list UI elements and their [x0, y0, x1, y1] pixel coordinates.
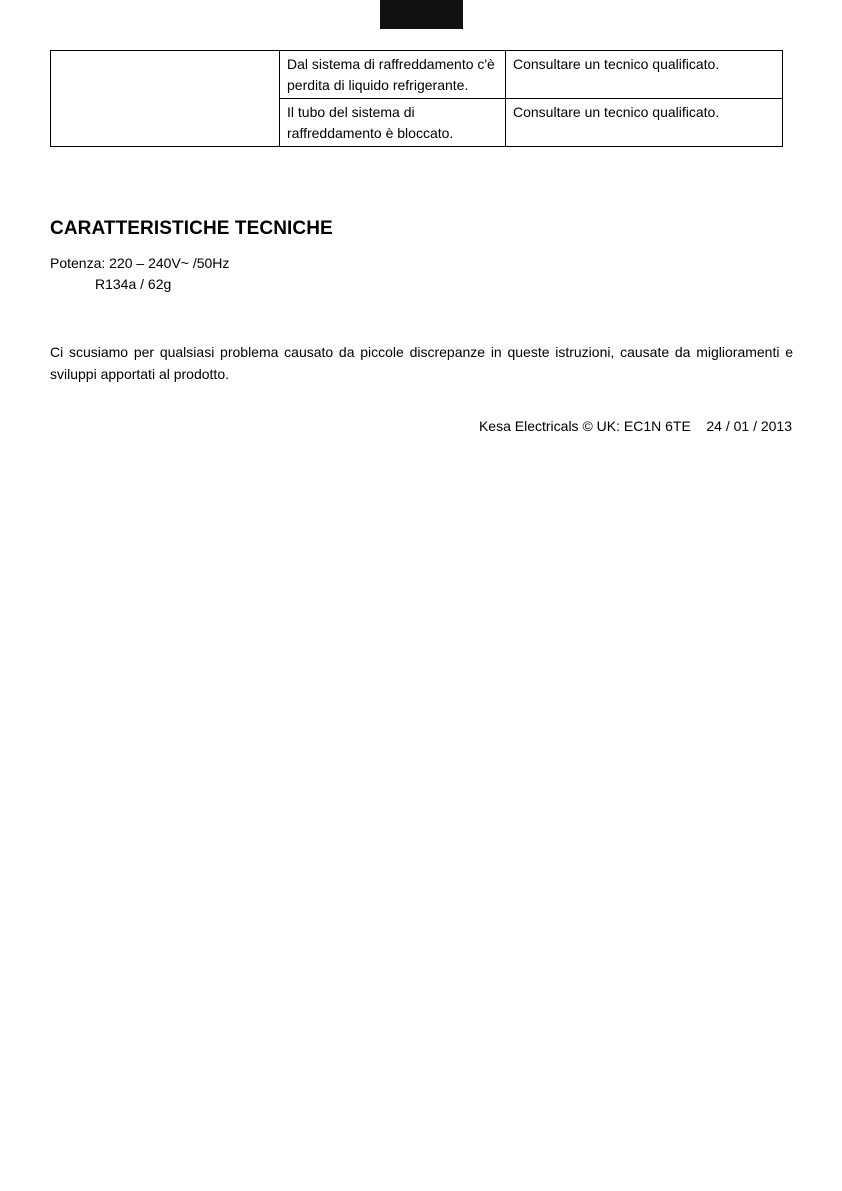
cause-cell: Dal sistema di raffreddamento c'è perdita di liquido refrigerante. — [280, 51, 506, 99]
power-line — [50, 253, 229, 274]
problem-cell — [51, 51, 280, 147]
solution-cell: Consultare un tecnico qualificato. — [506, 99, 783, 147]
power-value: 220 – 240V~ /50Hz — [109, 255, 230, 271]
section-title: CARATTERISTICHE TECNICHE — [50, 218, 333, 239]
cause-cell: Il tubo del sistema di raffreddamento è bloccato. — [280, 99, 506, 147]
table-row — [51, 51, 783, 99]
solution-cell: Consultare un tecnico qualificato. — [506, 51, 783, 99]
footer-date: 24 / 01 / 2013 — [706, 418, 792, 434]
power-label: Potenza: — [50, 255, 106, 271]
refrigerant-value: R134a / 62g — [95, 276, 172, 292]
footer — [479, 416, 792, 437]
disclaimer-note: Ci scusiamo per qualsiasi problema causato da piccole discrepanze in queste istruzioni, causate da miglioramenti e sviluppi apportati al prodotto. — [50, 344, 793, 382]
page-tab-marker — [380, 0, 463, 29]
footer-company: Kesa Electricals © UK: EC1N 6TE — [478, 418, 691, 434]
technical-specs — [50, 253, 229, 295]
troubleshooting-table — [50, 50, 783, 147]
